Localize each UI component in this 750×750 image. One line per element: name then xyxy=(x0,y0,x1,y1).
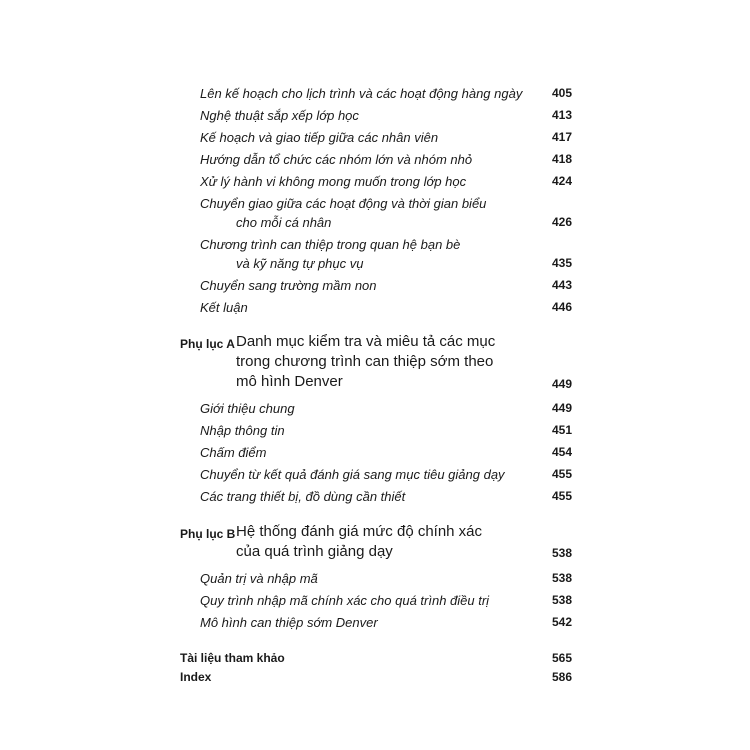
page-number: 454 xyxy=(552,445,573,459)
page-number: 538 xyxy=(552,571,573,585)
page-number: 449 xyxy=(552,401,573,415)
appendix-a-title-line2: trong chương trình can thiệp sớm theo xyxy=(236,353,494,370)
references-title: Tài liệu tham khảo xyxy=(180,651,285,665)
appendix-b-label: Phụ lục B xyxy=(180,527,236,541)
page-number: 413 xyxy=(552,108,573,122)
page-number: 538 xyxy=(552,593,573,607)
page-number: 435 xyxy=(552,256,573,270)
page-number: 426 xyxy=(552,215,573,229)
page-number: 542 xyxy=(552,615,573,629)
appendix-a-label: Phụ lục A xyxy=(180,337,235,351)
page-number: 443 xyxy=(552,278,573,292)
page-number: 417 xyxy=(552,130,573,144)
appendix-b-title-line1: Hệ thống đánh giá mức độ chính xác xyxy=(236,523,483,540)
appendix-b-title-line2: của quá trình giảng dạy xyxy=(236,543,393,560)
page-number: 424 xyxy=(552,174,573,188)
page-number: 451 xyxy=(552,423,573,437)
page-number: 455 xyxy=(552,467,573,481)
page-number: 418 xyxy=(552,152,573,166)
table-of-contents: Lên kế hoạch cho lịch trình và các hoạt động hàng ngày 405 Nghệ thuật sắp xếp lớp học 413 Kế hoạch và giao tiếp giữa các nhân viên 417 Hướng dẫn tổ chức các nhóm lớn và nhóm nhỏ 418 Xử lý hành vi không mong muốn trong lớp học 424 Chuyển giao giữa các hoạt động và thời gian biểu cho mỗi cá nhân 426 Chương trình can thiệp trong quan hệ bạn bè và kỹ năng tự phục vụ 435 Chuyển sang trường mầm non 443 Kết luận 446 Phụ lục A Danh mục kiểm tra và miêu tả các mục trong chương trình can thiệp sớm theo mô hình Denver 449 Giới thiệu chung 449 Nhập thông tin 451 Chấm điểm 454 Chuyển từ kết quả đánh giá sang mục tiêu giảng dạy 455 Các trang thiết bị, đồ dùng cần thiết 455 Phụ lục B Hệ thống đánh giá mức độ chính xác của quá trình giảng dạy 538 Quản trị và nhập mã 538 Quy trình nhập mã chính xác cho quá trình điều trị 538 Mô hình can thiệp sớm Denver 542 Tài liệu tham khảo 565 Index 586 xyxy=(180,86,573,684)
index-title: Index xyxy=(180,670,212,684)
page-number: 538 xyxy=(552,546,573,560)
page-number: 405 xyxy=(552,86,573,100)
page-number: 586 xyxy=(552,670,573,684)
page-number: 455 xyxy=(552,489,573,503)
page-number: 565 xyxy=(552,651,573,665)
appendix-a-title-line3: mô hình Denver xyxy=(236,373,343,390)
page-number: 446 xyxy=(552,300,573,314)
page-number: 449 xyxy=(552,377,573,391)
appendix-a-title-line1: Danh mục kiểm tra và miêu tả các mục xyxy=(236,333,496,350)
